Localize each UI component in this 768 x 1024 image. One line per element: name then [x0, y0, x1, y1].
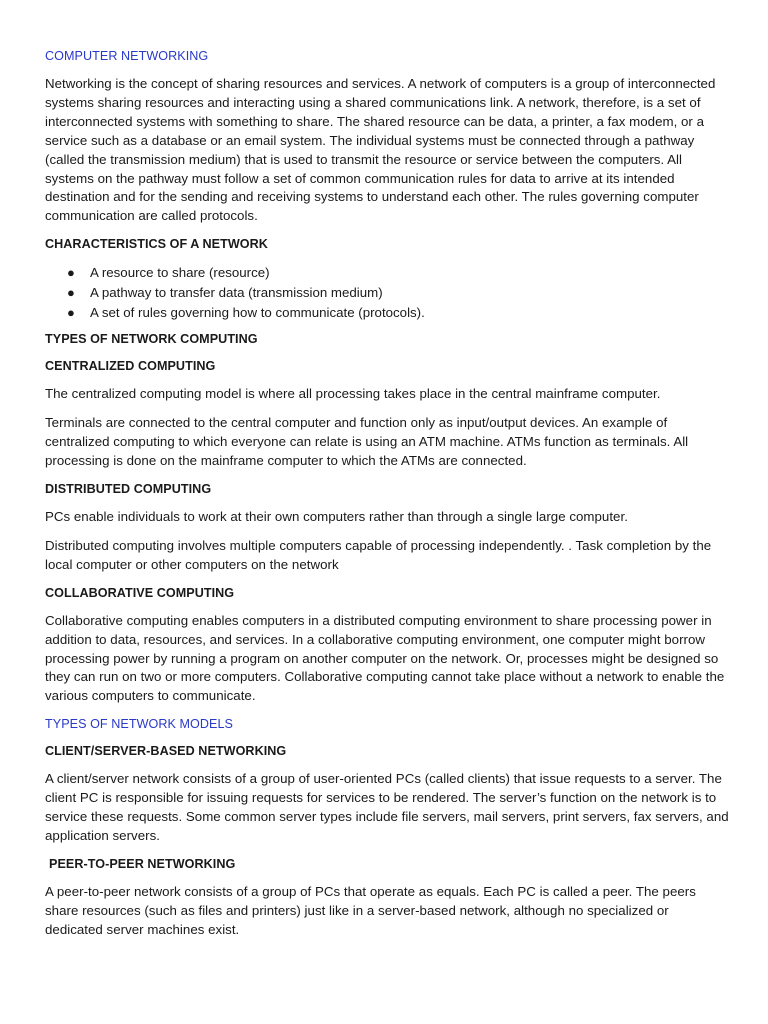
characteristics-list — [45, 263, 730, 322]
types-computing-heading: TYPES OF NETWORK COMPUTING — [45, 332, 258, 347]
p2p-paragraph: A peer-to-peer network consists of a group of PCs that operate as equals. Each PC is called a peer. The peers share resources (such as files and printers) just like in a server-based network, although no specialized or dedicated server machines exist. — [45, 883, 696, 937]
centralized-heading: CENTRALIZED COMPUTING — [45, 359, 216, 374]
bullet-dot-icon: ● — [67, 284, 75, 300]
collaborative-paragraph: Collaborative computing enables computers in a distributed computing environment to share processing power in addition to data, resources, and services. In a collaborative computing environment, one computer might borrow processing power by running a program on another computer on the network. Or, processes might be designed so they can run on two or more computers. Collaborative computing cannot take place without a network to enable the various computers to communicate. — [45, 612, 725, 704]
intro-paragraph: Networking is the concept of sharing resources and services. A network of computers is a group of interconnected systems sharing resources and interacting using a shared communications link. A network, therefore, is a set of interconnected systems with something to share. The shared resource can be data, a printer, a fax modem, or a service such as a database or an email system. The individual systems must be connected through a pathway (called the transmission medium) that is used to transmit the resource or service between the computers. All systems on the pathway must follow a set of common communication rules for data to arrive at its intended destination and for the sending and receiving systems to understand each other. The rules governing computer communication are called protocols. — [45, 76, 716, 224]
list-item — [45, 283, 730, 303]
distributed-heading: DISTRIBUTED COMPUTING — [45, 481, 212, 496]
collaborative-heading: COLLABORATIVE COMPUTING — [45, 585, 235, 600]
list-item-text: A resource to share (resource) — [90, 265, 270, 281]
list-item — [45, 303, 730, 323]
centralized-paragraph-2: Terminals are connected to the central computer and function only as input/output devices. An example of centralized computing to which everyone can relate is using an ATM machine. ATMs function as terminals. All processing is done on the mainframe computer to which the ATMs are connected. — [45, 415, 689, 469]
document-page — [45, 48, 730, 950]
client-server-heading: CLIENT/SERVER-BASED NETWORKING — [45, 744, 287, 759]
characteristics-heading: CHARACTERISTICS OF A NETWORK — [45, 237, 268, 252]
types-models-heading: TYPES OF NETWORK MODELS — [45, 717, 233, 732]
p2p-heading: PEER-TO-PEER NETWORKING — [49, 856, 236, 871]
client-server-paragraph: A client/server network consists of a group of user-oriented PCs (called clients) that issue requests to a server. The client PC is responsible for issuing requests for services to be rendered. The server’s function on the network is to service these requests. Some common server types include file servers, mail servers, print servers, fax servers, and application servers. — [45, 771, 729, 843]
document-title: COMPUTER NETWORKING — [45, 49, 209, 63]
list-item-text: A pathway to transfer data (transmission medium) — [90, 284, 383, 300]
list-item-text: A set of rules governing how to communicate (protocols). — [90, 304, 425, 320]
distributed-paragraph-1: PCs enable individuals to work at their own computers rather than through a single large computer. — [45, 508, 628, 524]
bullet-dot-icon: ● — [67, 304, 75, 320]
distributed-paragraph-2: Distributed computing involves multiple computers capable of processing independently. . Task completion by the local computer or other computers on the network — [45, 537, 712, 572]
bullet-dot-icon: ● — [67, 265, 75, 281]
centralized-paragraph-1: The centralized computing model is where all processing takes place in the central mainframe computer. — [45, 386, 661, 402]
list-item — [45, 263, 730, 283]
